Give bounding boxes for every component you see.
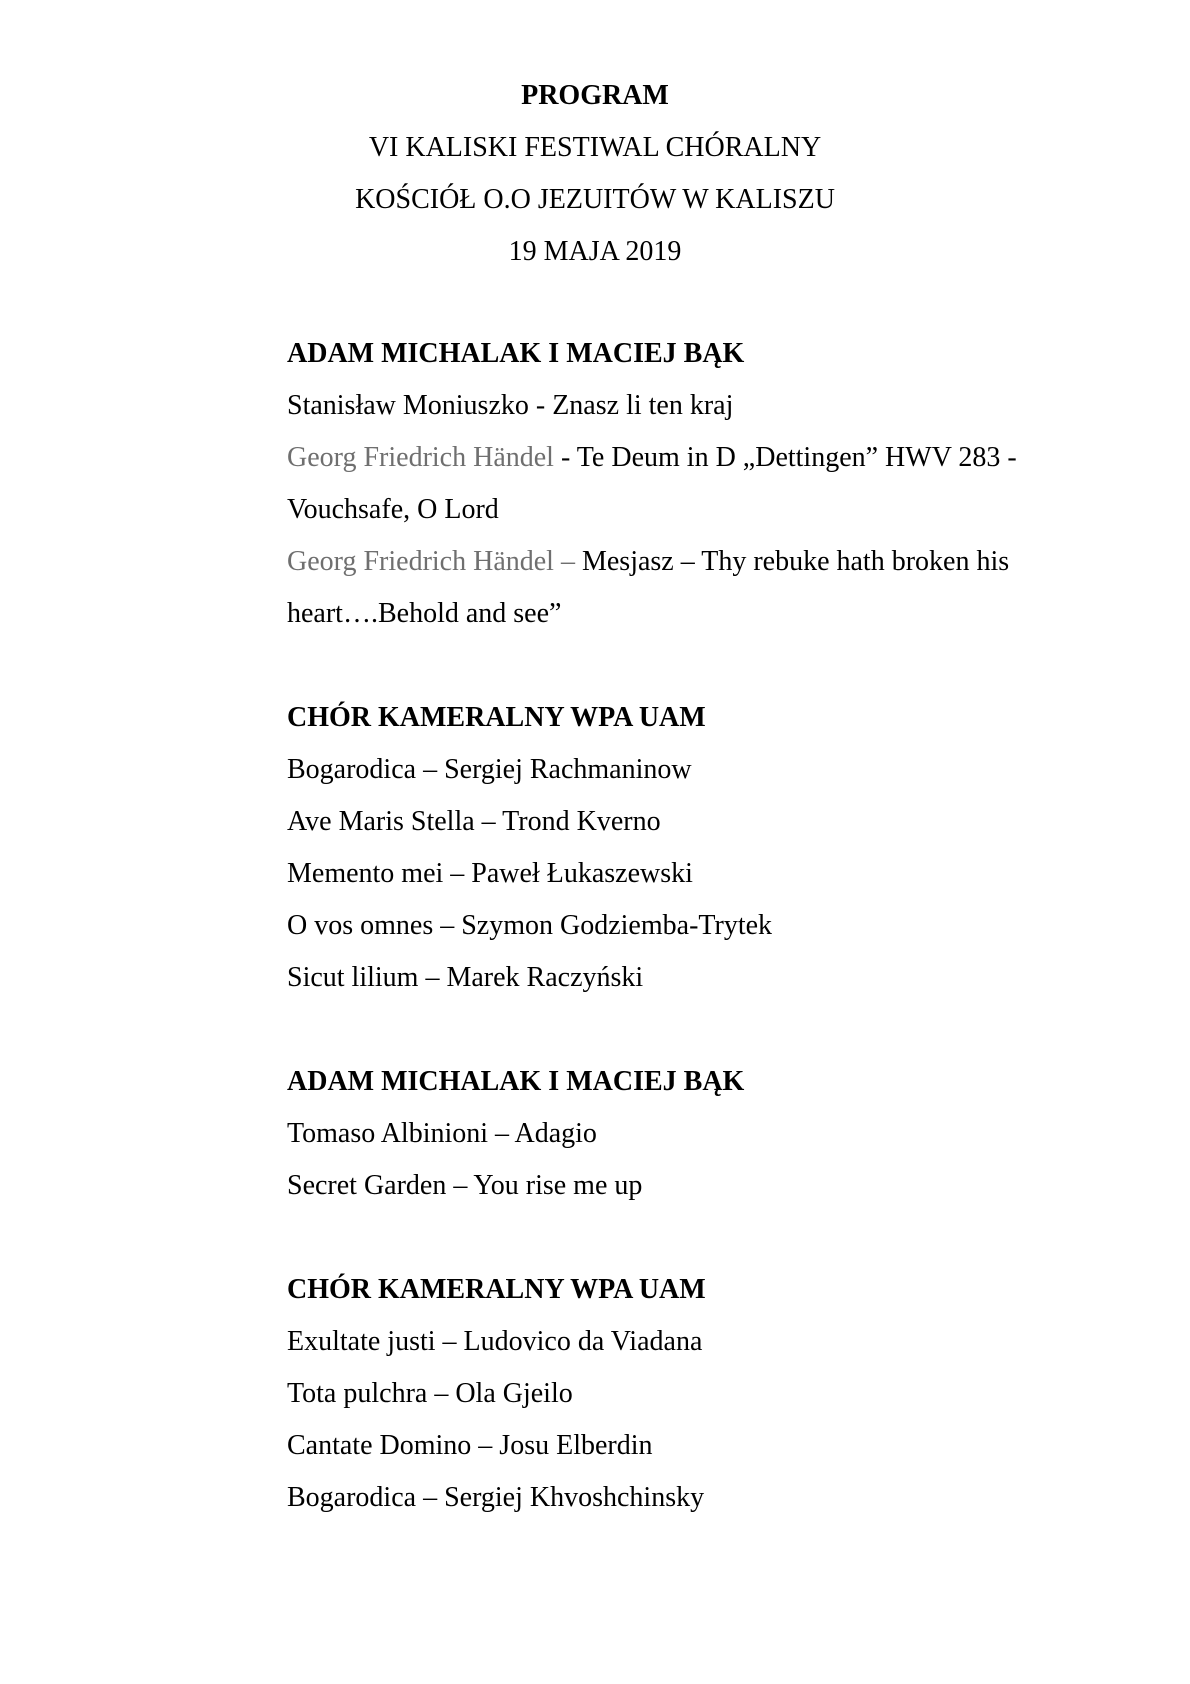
section-title: ADAM MICHALAK I MACIEJ BĄK	[287, 338, 745, 369]
program-title: PROGRAM	[521, 80, 669, 111]
program-item	[287, 536, 1067, 640]
program-item: Bogarodica – Sergiej Khvoshchinsky	[287, 1482, 705, 1513]
program-header	[0, 70, 1190, 278]
program-item: Exultate justi – Ludovico da Viadana	[287, 1326, 703, 1357]
item-text: Mesjasz – Thy rebuke hath broken his heart….Behold and see”	[287, 546, 1010, 629]
program-item: Bogarodica – Sergiej Rachmaninow	[287, 754, 692, 785]
section-title: CHÓR KAMERALNY WPA UAM	[287, 1274, 706, 1305]
festival-name: VI KALISKI FESTIWAL CHÓRALNY	[368, 132, 822, 163]
program-content	[287, 328, 1067, 1576]
item-text: Stanisław Moniuszko - Znasz li ten kraj	[287, 390, 734, 421]
program-item: Ave Maris Stella – Trond Kverno	[287, 806, 661, 837]
program-item: Tomaso Albinioni – Adagio	[287, 1118, 597, 1149]
composer-name: Georg Friedrich Händel	[287, 442, 554, 473]
program-item: Secret Garden – You rise me up	[287, 1170, 643, 1201]
item-dash: –	[553, 546, 575, 577]
program-item: Sicut lilium – Marek Raczyński	[287, 962, 644, 993]
program-section	[287, 1056, 1067, 1212]
venue: KOŚCIÓŁ O.O JEZUITÓW W KALISZU	[355, 184, 835, 215]
program-item	[287, 380, 1067, 432]
program-section	[287, 328, 1067, 640]
program-section	[287, 692, 1067, 1004]
event-date: 19 MAJA 2019	[508, 236, 682, 267]
item-text: - Te Deum in D „Dettingen” HWV 283 - Vouchsafe, O Lord	[287, 442, 1017, 525]
program-item: O vos omnes – Szymon Godziemba-Trytek	[287, 910, 773, 941]
program-item: Memento mei – Paweł Łukaszewski	[287, 858, 693, 889]
program-item	[287, 432, 1067, 536]
program-item: Cantate Domino – Josu Elberdin	[287, 1430, 653, 1461]
program-section	[287, 1264, 1067, 1524]
program-item: Tota pulchra – Ola Gjeilo	[287, 1378, 573, 1409]
composer-name: Georg Friedrich Händel	[287, 546, 554, 577]
section-title: CHÓR KAMERALNY WPA UAM	[287, 702, 706, 733]
section-title: ADAM MICHALAK I MACIEJ BĄK	[287, 1066, 745, 1097]
